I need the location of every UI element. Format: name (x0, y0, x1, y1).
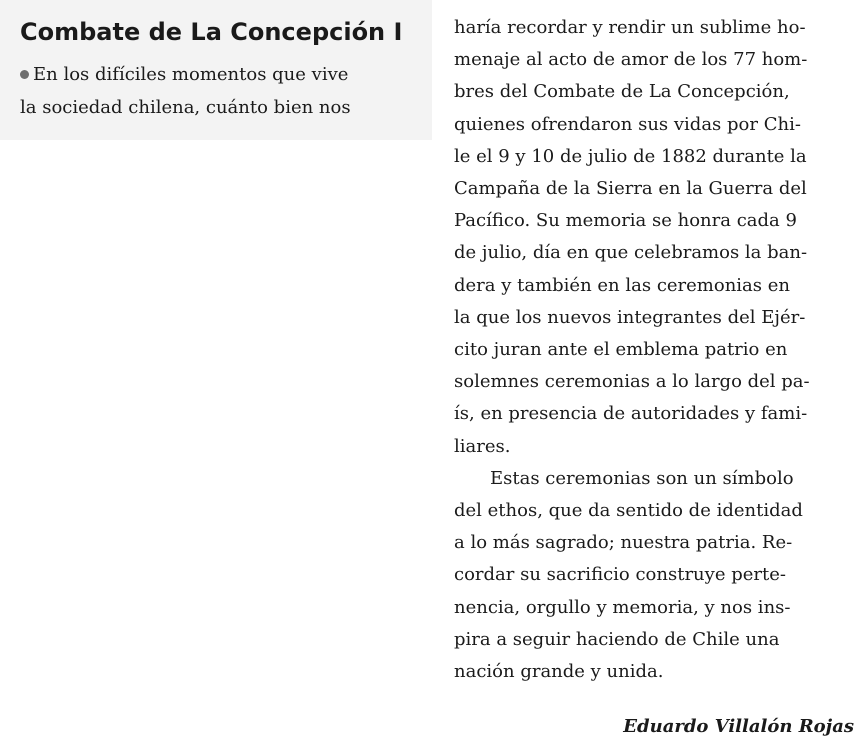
body-line: quienes ofrendaron sus vidas por Chi- (454, 113, 801, 135)
letter-body (454, 12, 859, 688)
body-line: haría recordar y rendir un sublime ho- (454, 17, 806, 38)
body-line: pira a seguir haciendo de Chile una (454, 628, 780, 650)
letter-intro (20, 58, 430, 124)
body-line: ís, en presencia de autoridades y fami- (454, 403, 808, 425)
body-line: la que los nuevos integrantes del Ejér- (454, 306, 806, 328)
body-line: de julio, día en que celebramos la ban- (454, 242, 808, 264)
body-line: liares. (454, 435, 511, 457)
body-line: dera y también en las ceremonias en (454, 274, 790, 296)
body-line: cordar su sacrificio construye perte- (454, 564, 786, 586)
body-line: del ethos, que da sentido de identidad (454, 500, 803, 522)
body-line: Pacífico. Su memoria se honra cada 9 (454, 210, 797, 232)
body-line: solemnes ceremonias a lo largo del pa- (454, 371, 810, 393)
letter-title: Combate de La Concepción I (20, 18, 403, 46)
letter-header-panel (0, 0, 432, 140)
body-line: nación grande y unida. (454, 661, 664, 683)
body-line: nencia, orgullo y memoria, y nos ins- (454, 596, 791, 618)
bullet-icon (20, 70, 29, 79)
body-line: Campaña de la Sierra en la Guerra del (454, 178, 807, 200)
intro-line-1: En los difíciles momentos que vive (20, 58, 430, 91)
author-signature: Eduardo Villalón Rojas (623, 716, 854, 737)
body-line: bres del Combate de La Concepción, (454, 81, 790, 103)
paragraph-start-line: Estas ceremonias son un símbolo (490, 467, 794, 489)
intro-line-2: la sociedad chilena, cuánto bien nos (20, 97, 351, 118)
body-line: a lo más sagrado; nuestra patria. Re- (454, 532, 793, 554)
body-line: menaje al acto de amor de los 77 hom- (454, 49, 808, 71)
body-line: le el 9 y 10 de julio de 1882 durante la (454, 145, 807, 167)
body-line: cito juran ante el emblema patrio en (454, 339, 788, 361)
